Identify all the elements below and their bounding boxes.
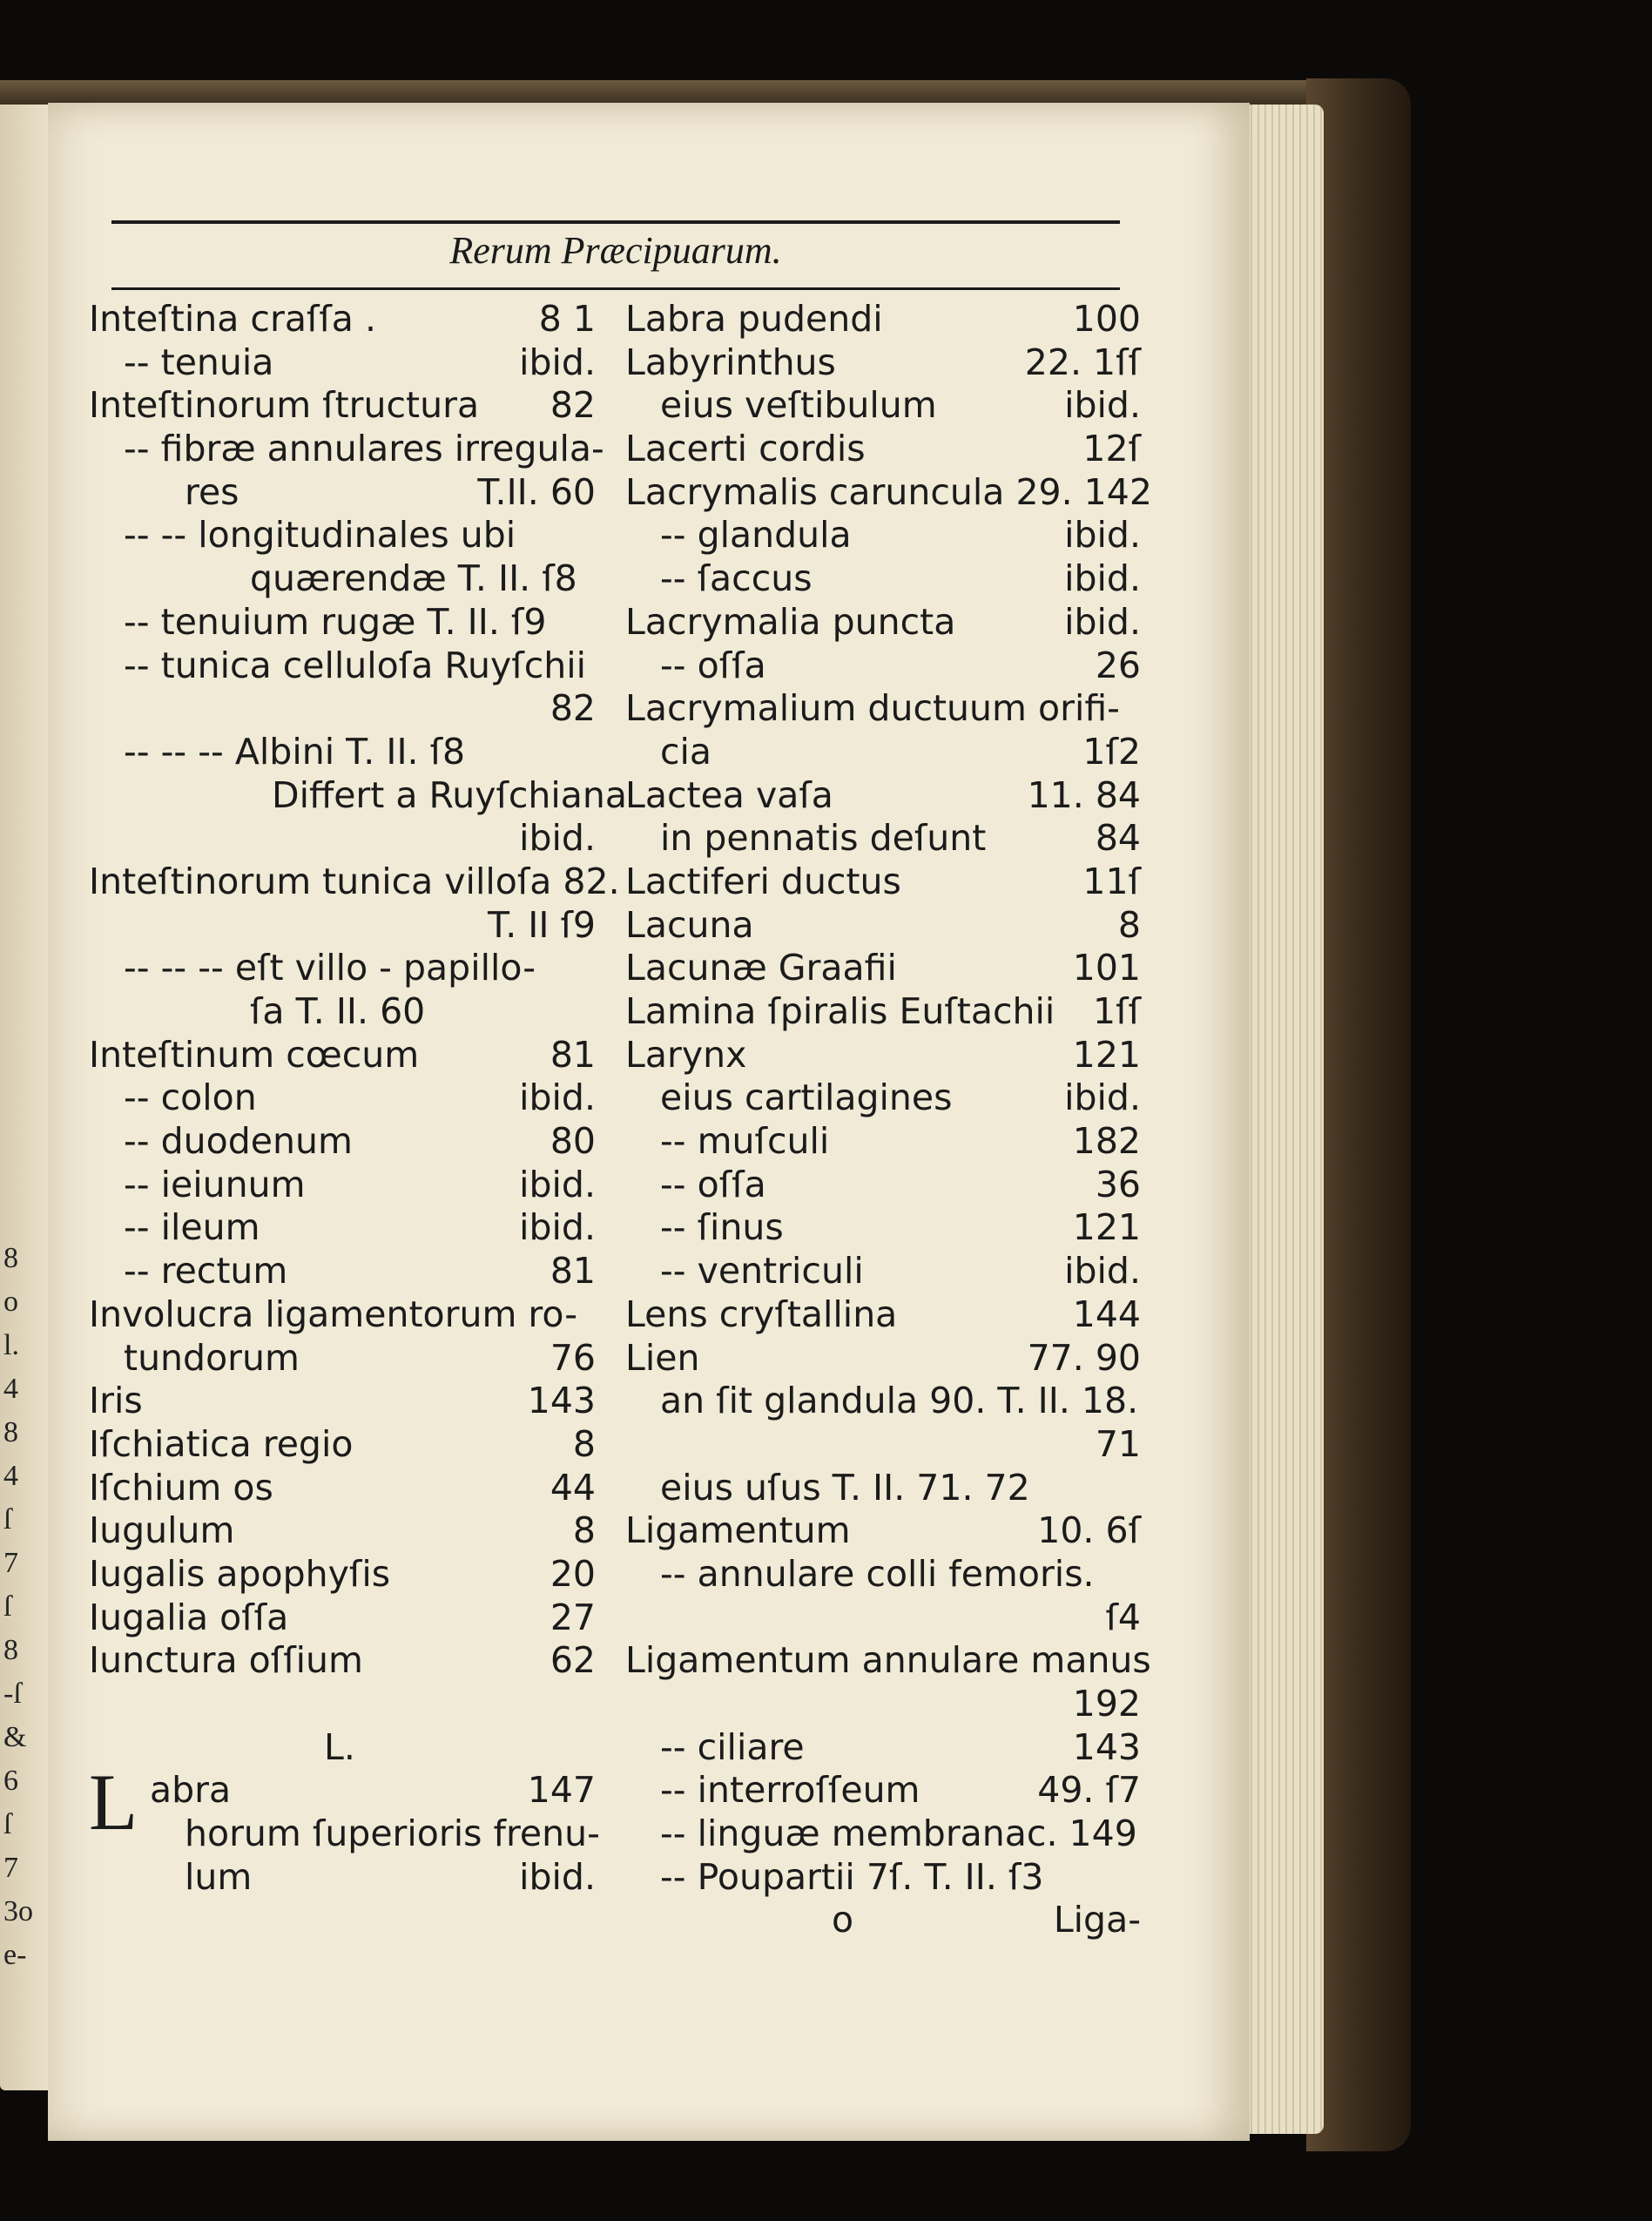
index-entry: [625, 1553, 1141, 1597]
entry-page-ref: 192: [1072, 1683, 1141, 1725]
entry-page-ref: 62: [550, 1639, 596, 1682]
index-entry: [625, 1509, 1141, 1553]
entry-term: quærendæ T. II. ſ8: [250, 557, 577, 600]
index-entry: [89, 645, 596, 688]
entry-page-ref: 147: [527, 1769, 596, 1812]
entry-term: L.: [324, 1725, 355, 1768]
margin-char: 8: [3, 1416, 18, 1448]
index-entry: [89, 817, 596, 861]
index-entry: [89, 1553, 596, 1597]
running-head: Rerum Præcipuarum.: [449, 229, 782, 272]
entry-term: -- -- longitudinales ubi: [124, 514, 516, 557]
index-entry: [625, 817, 1141, 861]
entry-page-ref: ibid.: [519, 1163, 596, 1205]
entry-page-ref: 84: [1095, 817, 1141, 860]
entry-page-ref: 1ſ2: [1082, 730, 1141, 773]
index-entry: [625, 1683, 1141, 1726]
header-rule-bottom: [111, 287, 1120, 290]
index-entry: [625, 557, 1141, 601]
entry-term: Inteſtinum cœcum: [89, 1033, 420, 1076]
index-entry: [625, 298, 1141, 341]
entry-term: -- muſculi: [660, 1120, 830, 1163]
entry-term: Inteſtinorum tunica villoſa 82.: [89, 860, 620, 902]
entry-term: Lacunæ Graafii: [625, 947, 897, 989]
entry-term: Iris: [89, 1380, 143, 1422]
index-entry: [89, 1120, 596, 1164]
entry-page-ref: ibid.: [1064, 600, 1141, 643]
entry-term: Iugulum: [89, 1509, 235, 1552]
entry-page-ref: 8: [572, 1422, 596, 1465]
entry-term: -- ciliare: [660, 1725, 805, 1768]
entry-page-ref: 121: [1072, 1033, 1141, 1076]
index-entry: [89, 1856, 596, 1900]
entry-term: tundorum: [124, 1336, 300, 1379]
index-entry: [625, 1467, 1141, 1510]
entry-term: Involucra ligamentorum ro-: [89, 1293, 578, 1335]
entry-page-ref: ibid.: [1064, 514, 1141, 557]
entry-term: an ſit glandula 90. T. II. 18.: [660, 1380, 1139, 1422]
index-entry: [625, 904, 1141, 948]
entry-page-ref: 22. 1ſſ: [1024, 341, 1141, 383]
index-entry: [625, 1337, 1141, 1381]
entry-term: -- ſinus: [660, 1206, 784, 1249]
index-entry: [89, 1206, 596, 1250]
margin-char: 8: [3, 1634, 18, 1666]
index-entry: [89, 1467, 596, 1510]
margin-char: ſ: [3, 1808, 12, 1840]
index-entry: [625, 947, 1141, 990]
entry-page-ref: 182: [1072, 1120, 1141, 1163]
entry-page-ref: 1ſſ: [1093, 990, 1141, 1032]
index-entry: [89, 860, 620, 904]
index-entry: [625, 1034, 1141, 1077]
index-entry: [625, 687, 1141, 731]
index-entry: [89, 1380, 596, 1423]
index-entry: [89, 1077, 596, 1120]
index-entry: [625, 1120, 1141, 1164]
index-entry: [89, 557, 596, 601]
index-entry: [625, 1206, 1141, 1250]
entry-page-ref: 20: [550, 1552, 596, 1595]
index-entry: [89, 731, 596, 774]
entry-term: -- ileum: [124, 1206, 260, 1249]
entry-term: Iſchium os: [89, 1466, 273, 1509]
entry-page-ref: 77. 90: [1027, 1336, 1141, 1379]
entry-page-ref: 36: [1095, 1163, 1141, 1205]
entry-term: in pennatis deſunt: [660, 817, 987, 860]
index-entry: [89, 1683, 596, 1726]
entry-page-ref: 11. 84: [1027, 773, 1141, 816]
index-entry: [625, 514, 1141, 557]
index-entry: [625, 1597, 1141, 1640]
index-entry: [89, 1034, 596, 1077]
entry-term: -- -- -- eſt villo - papillo-: [124, 947, 536, 989]
margin-char: &: [3, 1721, 27, 1753]
margin-char: 7: [3, 1852, 18, 1884]
entry-page-ref: 11ſ: [1082, 860, 1141, 902]
index-entry: [625, 990, 1141, 1034]
margin-char: 3o: [3, 1895, 33, 1927]
entry-page-ref: ibid.: [519, 1077, 596, 1119]
entry-page-ref: 44: [550, 1466, 596, 1509]
margin-char: 7: [3, 1547, 18, 1579]
entry-page-ref: T.II. 60: [477, 470, 596, 513]
index-entry: [625, 1164, 1141, 1207]
entry-term: eius cartilagines: [660, 1077, 953, 1119]
index-entry: [625, 601, 1141, 645]
index-entry: [625, 384, 1141, 428]
labra-entry-block: [89, 1758, 600, 1899]
entry-page-ref: 143: [1072, 1725, 1141, 1768]
entry-term: -- linguæ membranac. 149: [660, 1813, 1137, 1855]
entry-page-ref: ibid.: [519, 341, 596, 383]
index-entry: [625, 1769, 1141, 1813]
index-entry: [89, 428, 604, 471]
entry-term: -- duodenum: [124, 1120, 353, 1163]
index-entry: [89, 1293, 596, 1337]
entry-term: Lamina ſpiralis Euſtachii: [625, 990, 1055, 1032]
entry-term: Differt a Ruyſchiana: [272, 773, 628, 816]
index-entry: [89, 298, 596, 341]
entry-term: Lacrymalis caruncula 29. 142: [625, 470, 1152, 513]
entry-term: Lactiferi ductus: [625, 860, 901, 902]
entry-term: -- ventriculi: [660, 1250, 864, 1293]
index-entry: [89, 990, 596, 1034]
index-entry: [625, 731, 1141, 774]
entry-term: ſa T. II. 60: [250, 990, 426, 1032]
entry-term: Labra pudendi: [625, 298, 883, 340]
margin-char: 4: [3, 1373, 18, 1405]
index-entry: [89, 1597, 596, 1640]
entry-term: -- Poupartii 7ſ. T. II. ſ3: [660, 1855, 1044, 1898]
entry-page-ref: ibid.: [1064, 1250, 1141, 1293]
entry-term: eius veſtibulum: [660, 384, 937, 427]
margin-char: ſ: [3, 1503, 12, 1536]
previous-page-margin-text: [3, 1237, 38, 1977]
entry-page-ref: 121: [1072, 1206, 1141, 1249]
index-entry: [625, 1077, 1141, 1120]
entry-page-ref: 26: [1095, 644, 1141, 686]
index-entry: [89, 471, 596, 515]
index-column-left: [89, 298, 628, 1899]
entry-term: abra: [150, 1769, 232, 1812]
index-entry: [89, 1164, 596, 1207]
entry-page-ref: ſ4: [1105, 1596, 1141, 1638]
index-entry: [625, 1813, 1141, 1856]
index-entry: [89, 384, 596, 428]
entry-term: Ligamentum annulare manus: [625, 1639, 1151, 1682]
entry-term: Lacrymalia puncta: [625, 600, 956, 643]
entry-page-ref: ibid.: [519, 1206, 596, 1249]
margin-char: 4: [3, 1460, 18, 1492]
entry-page-ref: 71: [1095, 1422, 1141, 1465]
entry-term: Lactea vaſa: [625, 773, 833, 816]
entry-page-ref: 8: [572, 1509, 596, 1552]
index-entry: [625, 1380, 1141, 1423]
index-entry: [625, 1856, 1141, 1900]
entry-page-ref: 8: [1117, 903, 1141, 946]
entry-page-ref: 49. ſ7: [1037, 1769, 1141, 1812]
entry-term: Larynx: [625, 1033, 747, 1076]
margin-char: ſ: [3, 1590, 12, 1623]
index-entry: [89, 1769, 596, 1813]
entry-term: Iſchiatica regio: [89, 1422, 354, 1465]
entry-term: Lacerti cordis: [625, 428, 866, 470]
margin-char: e-: [3, 1939, 27, 1971]
index-entry: [89, 773, 628, 818]
entry-page-ref: 100: [1072, 298, 1141, 340]
index-column-right: [625, 298, 1152, 1899]
entry-term: -- rectum: [124, 1250, 288, 1293]
margin-char: 8: [3, 1242, 18, 1274]
entry-term: Iugalia oſſa: [89, 1596, 289, 1638]
index-entry: [625, 861, 1141, 904]
entry-term: -- tenuia: [124, 341, 274, 383]
index-entry: [625, 1293, 1141, 1337]
book-top-edge: [0, 80, 1306, 105]
header-rule-top: [111, 220, 1120, 224]
entry-term: -- fibræ annulares irregula-: [124, 428, 604, 470]
index-entry: [625, 774, 1141, 818]
index-entry: [625, 428, 1141, 471]
index-entry: [89, 687, 596, 731]
entry-term: Inteſtinorum ſtructura: [89, 384, 480, 427]
entry-page-ref: 82: [550, 687, 596, 730]
entry-term: -- tenuium rugæ T. II. ſ9: [124, 600, 547, 643]
index-entry: [89, 1639, 596, 1683]
entry-term: -- -- -- Albini T. II. ſ8: [124, 730, 466, 773]
entry-term: eius uſus T. II. 71. 72: [660, 1466, 1030, 1509]
catchword: Liga-: [1053, 1899, 1141, 1941]
index-entry: [89, 1337, 596, 1381]
entry-page-ref: 12ſ: [1082, 428, 1141, 470]
entry-page-ref: 81: [550, 1033, 596, 1076]
margin-char: -ſ: [3, 1678, 22, 1710]
index-entry: [89, 904, 596, 948]
index-entry: [625, 1250, 1141, 1293]
entry-term: horum ſuperioris frenu-: [185, 1813, 600, 1855]
entry-term: -- oſſa: [660, 644, 766, 686]
index-entry: [625, 1423, 1141, 1467]
entry-page-ref: ibid.: [1064, 1077, 1141, 1119]
index-entry: [625, 470, 1152, 515]
entry-term: Lacuna: [625, 903, 754, 946]
index-entry: [89, 1813, 600, 1856]
entry-term: Inteſtina craſſa .: [89, 298, 377, 340]
entry-term: Lacrymalium ductuum orifi-: [625, 687, 1120, 730]
index-entry: [89, 1423, 596, 1467]
entry-term: Ligamentum: [625, 1509, 851, 1552]
entry-term: -- ſaccus: [660, 557, 813, 600]
entry-page-ref: 82: [550, 384, 596, 427]
entry-term: -- tunica celluloſa Ruyſchii: [124, 644, 586, 686]
entry-term: Iugalis apophyſis: [89, 1552, 391, 1595]
entry-term: cia: [660, 730, 712, 773]
index-entry: [89, 341, 596, 385]
entry-page-ref: ibid.: [1064, 557, 1141, 600]
index-entry: [89, 1250, 596, 1293]
index-entry: [89, 1509, 596, 1553]
entry-page-ref: 80: [550, 1120, 596, 1163]
entry-term: Iunctura oſſium: [89, 1639, 363, 1682]
entry-term: -- ieiunum: [124, 1163, 306, 1205]
drop-cap: L: [89, 1758, 138, 1847]
entry-page-ref: 81: [550, 1250, 596, 1293]
entry-term: Lens cryſtallina: [625, 1293, 898, 1335]
margin-char: l.: [3, 1329, 19, 1361]
index-entry: [89, 1726, 596, 1770]
index-entry: [89, 514, 596, 557]
entry-page-ref: 27: [550, 1596, 596, 1638]
index-entry: [89, 601, 596, 645]
entry-term: Labyrinthus: [625, 341, 836, 383]
entry-page-ref: 143: [527, 1380, 596, 1422]
index-entry: [625, 341, 1141, 385]
entry-page-ref: T. II ſ9: [488, 903, 596, 946]
index-entry: [625, 645, 1141, 688]
entry-page-ref: 10. 6ſ: [1037, 1509, 1141, 1552]
index-entry: [89, 947, 596, 990]
index-entry: [625, 1726, 1141, 1770]
entry-term: -- glandula: [660, 514, 852, 557]
signature-mark: o: [832, 1899, 854, 1941]
entry-page-ref: 144: [1072, 1293, 1141, 1335]
entry-term: lum: [185, 1855, 253, 1898]
entry-term: -- annulare colli femoris.: [660, 1552, 1095, 1595]
entry-page-ref: 76: [550, 1336, 596, 1379]
margin-char: 6: [3, 1765, 18, 1797]
index-entry: [625, 1639, 1151, 1683]
entry-page-ref: 101: [1072, 947, 1141, 989]
margin-char: o: [3, 1286, 18, 1318]
entry-page-ref: ibid.: [519, 1855, 596, 1898]
entry-term: Lien: [625, 1336, 700, 1379]
entry-page-ref: ibid.: [519, 817, 596, 860]
entry-page-ref: ibid.: [1064, 384, 1141, 427]
entry-term: res: [185, 470, 239, 513]
entry-page-ref: 8 1: [538, 298, 596, 340]
entry-term: -- interroſſeum: [660, 1769, 920, 1812]
entry-term: -- colon: [124, 1077, 257, 1119]
entry-term: -- oſſa: [660, 1163, 766, 1205]
